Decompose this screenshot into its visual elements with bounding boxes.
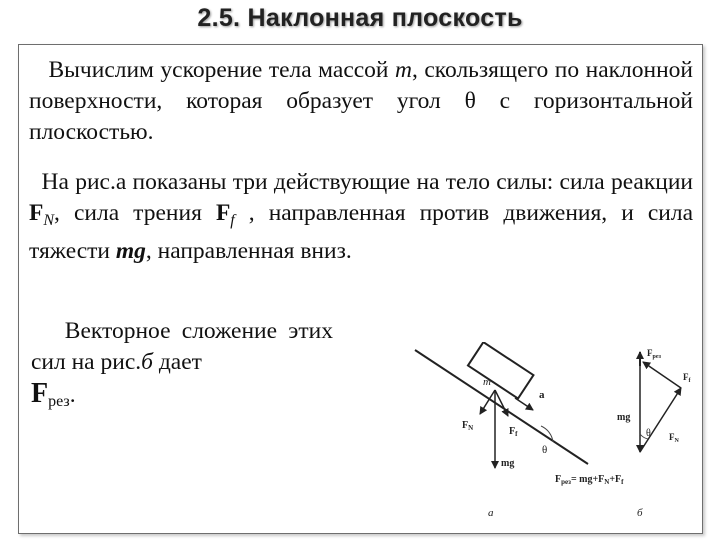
resultant-label-b	[647, 348, 662, 360]
normal-force-subscript: N	[43, 212, 55, 229]
figure-b-caption: б	[637, 507, 643, 519]
acceleration-label: a	[539, 389, 545, 401]
angle-label-b: θ	[646, 428, 651, 439]
normal-label-b	[669, 432, 680, 444]
vector-equation	[555, 474, 624, 486]
friction-letter-b: F	[683, 372, 689, 382]
paragraph-vector-sum	[31, 316, 333, 417]
intro-text-1: Вычислим ускорение тела массой	[48, 57, 395, 83]
equation-lhs-sub: рез	[561, 478, 571, 486]
friction-vector-b	[643, 362, 681, 388]
angle-label: θ	[542, 444, 548, 456]
intro-text-2: , скользящего по наклонной поверхности, которая образует угол	[29, 57, 693, 114]
normal-sub-b: N	[674, 438, 679, 444]
sentence-end: .	[69, 382, 76, 408]
resultant-sub-b: рез	[652, 354, 661, 360]
friction-force-subscript: f	[230, 212, 235, 229]
forces-text-4: , направленная вниз.	[145, 238, 352, 264]
mass-symbol: m	[395, 57, 412, 83]
equation-lhs: F	[555, 474, 562, 485]
block-m	[468, 342, 534, 398]
intro-text-3: с горизонтальной плоскостью.	[29, 88, 693, 145]
resultant-letter-b: F	[647, 348, 653, 358]
equation-sub-2: f	[621, 478, 624, 486]
slide-title: 2.5. Наклонная плоскость	[197, 4, 523, 32]
equation-sub-1: N	[604, 478, 610, 486]
equation-rhs: = mg+F	[570, 474, 605, 485]
gravity-label: mg	[501, 458, 515, 469]
paragraph-intro	[29, 55, 693, 148]
equation-plus: +F	[609, 474, 622, 485]
friction-sub-b: f	[688, 378, 691, 384]
figure-a-caption: а	[488, 507, 494, 519]
friction-force-label	[509, 426, 518, 438]
vector-sum-text-end: дает	[152, 349, 202, 375]
resultant-force-subscript: рез	[48, 393, 70, 410]
friction-force-symbol: F	[215, 200, 231, 226]
acceleration-arrow	[515, 398, 533, 410]
paragraph-forces	[29, 167, 693, 267]
gravity-symbol: mg	[115, 238, 146, 264]
friction-force-sub: f	[515, 430, 518, 438]
figure-a	[415, 342, 588, 519]
friction-force-letter: F	[509, 426, 516, 437]
normal-letter-b: F	[669, 432, 675, 442]
forces-text-2: , сила трения	[54, 200, 216, 226]
normal-force-symbol: F	[29, 200, 44, 226]
normal-force-label	[462, 420, 473, 432]
figure-ref: б	[141, 349, 153, 375]
block-mass-label: m	[483, 376, 491, 388]
normal-force-sub: N	[468, 424, 474, 432]
vector-sum-text: Векторное сложение этих сил на рис.	[31, 318, 333, 375]
gravity-label-b: mg	[617, 412, 631, 423]
friction-label-b	[683, 372, 692, 384]
figure-b	[555, 348, 692, 519]
normal-force-letter: F	[462, 420, 469, 431]
angle-symbol: θ	[464, 88, 476, 114]
forces-figure	[403, 342, 703, 532]
forces-text-1: На рис.а показаны три действующие на тело силы: сила реакции	[41, 169, 694, 195]
forces-text-3: , направленная против движения, и сила тяжести	[29, 200, 693, 264]
resultant-force-symbol: F	[31, 378, 49, 409]
